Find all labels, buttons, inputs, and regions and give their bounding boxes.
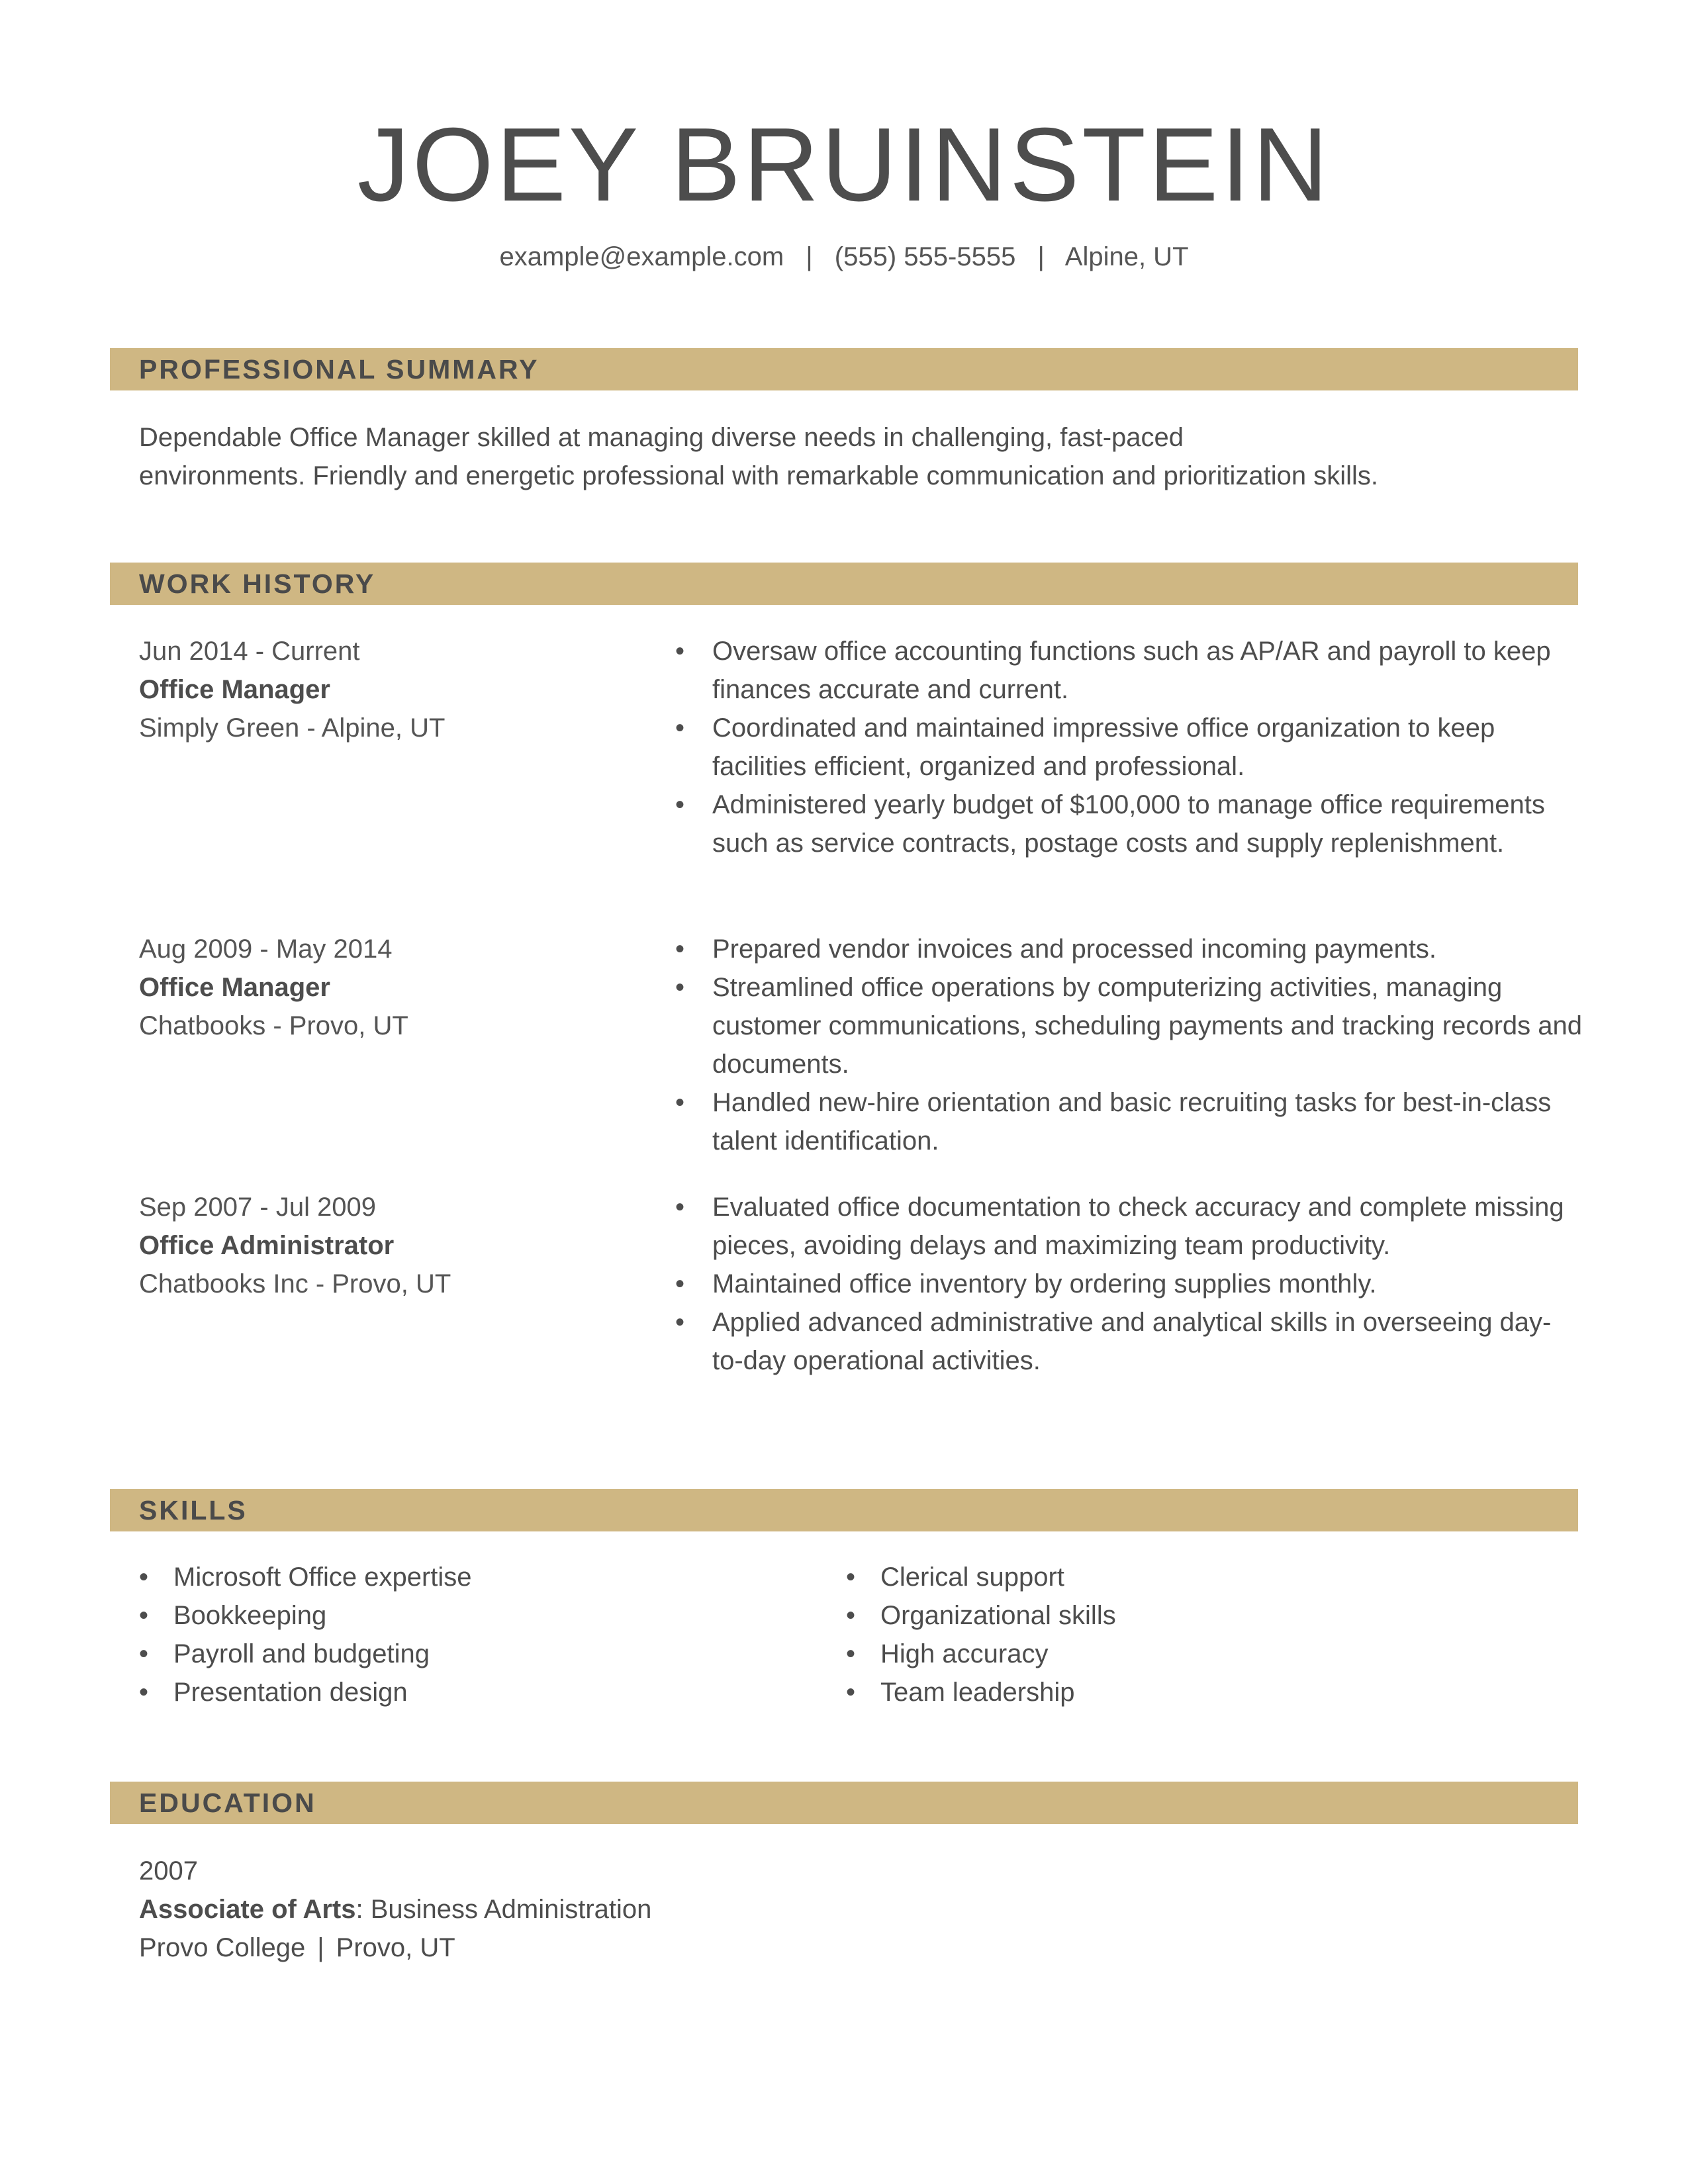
contact-phone: (555) 555-5555 [834, 242, 1016, 271]
job-bullet: • Administered yearly budget of $100,000 to manage office requirements such as service contracts, postage costs and supply replenishment. [675, 786, 1582, 862]
skill-item: • Payroll and budgeting [139, 1635, 735, 1673]
skill-item: • High accuracy [846, 1635, 1442, 1673]
contact-email: example@example.com [499, 242, 784, 271]
section-header-work-history: WORK HISTORY [110, 563, 1578, 605]
candidate-name: JOEY BRUINSTEIN [357, 107, 1331, 223]
job-dates: Sep 2007 - Jul 2009 [139, 1193, 377, 1222]
job-meta [139, 930, 669, 1045]
education-school: Provo College [139, 1933, 306, 1962]
job-bullets [675, 930, 1582, 1160]
skill-item: • Microsoft Office expertise [139, 1558, 735, 1596]
job-meta [139, 632, 669, 747]
job-bullets [675, 1188, 1582, 1380]
section-header-skills: SKILLS [110, 1489, 1578, 1531]
job-bullet: • Handled new-hire orientation and basic recruiting tasks for best-in-class talent identification. [675, 1083, 1582, 1160]
skills-list-right [846, 1558, 1442, 1711]
job-bullet: • Streamlined office operations by computerizing activities, managing customer communications, scheduling payments and tracking records and documents. [675, 968, 1582, 1083]
summary-text [139, 418, 1582, 495]
education-separator: | [317, 1933, 324, 1962]
job-bullet: • Coordinated and maintained impressive office organization to keep facilities efficient, organized and professional. [675, 709, 1582, 786]
job-bullet: • Prepared vendor invoices and processed incoming payments. [675, 930, 1582, 968]
job-bullet: • Applied advanced administrative and analytical skills in overseeing day-to-day operational activities. [675, 1303, 1582, 1380]
job-dates: Aug 2009 - May 2014 [139, 934, 393, 964]
education-entry [139, 1852, 1331, 1967]
education-degree: Associate of Arts [139, 1895, 356, 1924]
job-bullet: • Maintained office inventory by ordering supplies monthly. [675, 1265, 1582, 1303]
skill-item: • Clerical support [846, 1558, 1442, 1596]
skill-item: • Bookkeeping [139, 1596, 735, 1635]
education-school-line [139, 1929, 1331, 1967]
job-bullet: • Oversaw office accounting functions such as AP/AR and payroll to keep finances accurate and current. [675, 632, 1582, 709]
education-colon: : [355, 1895, 363, 1924]
education-year: 2007 [139, 1856, 198, 1886]
job-company: Chatbooks - Provo, UT [139, 1011, 408, 1040]
education-location: Provo, UT [336, 1933, 455, 1962]
section-header-summary: PROFESSIONAL SUMMARY [110, 348, 1578, 390]
section-header-education: EDUCATION [110, 1782, 1578, 1824]
job-dates: Jun 2014 - Current [139, 637, 360, 666]
contact-line [0, 244, 1688, 270]
skill-item: • Organizational skills [846, 1596, 1442, 1635]
contact-location: Alpine, UT [1064, 242, 1189, 271]
skill-item: • Team leadership [846, 1673, 1442, 1711]
contact-separator: | [806, 242, 813, 271]
job-company: Chatbooks Inc - Provo, UT [139, 1269, 451, 1298]
job-meta [139, 1188, 669, 1303]
job-company: Simply Green - Alpine, UT [139, 713, 445, 743]
job-bullets [675, 632, 1582, 862]
education-field: Business Administration [363, 1895, 652, 1924]
job-title: Office Administrator [139, 1231, 395, 1260]
skill-item: • Presentation design [139, 1673, 735, 1711]
contact-separator: | [1037, 242, 1045, 271]
summary-line: Dependable Office Manager skilled at managing diverse needs in challenging, fast-paced [139, 423, 1184, 452]
job-title: Office Manager [139, 973, 330, 1002]
education-degree-line [139, 1890, 1331, 1929]
job-title: Office Manager [139, 675, 330, 704]
job-bullet: • Evaluated office documentation to check accuracy and complete missing pieces, avoiding delays and maximizing team productivity. [675, 1188, 1582, 1265]
summary-line: environments. Friendly and energetic professional with remarkable communication and prioritization skills. [139, 461, 1378, 490]
skills-list-left [139, 1558, 735, 1711]
